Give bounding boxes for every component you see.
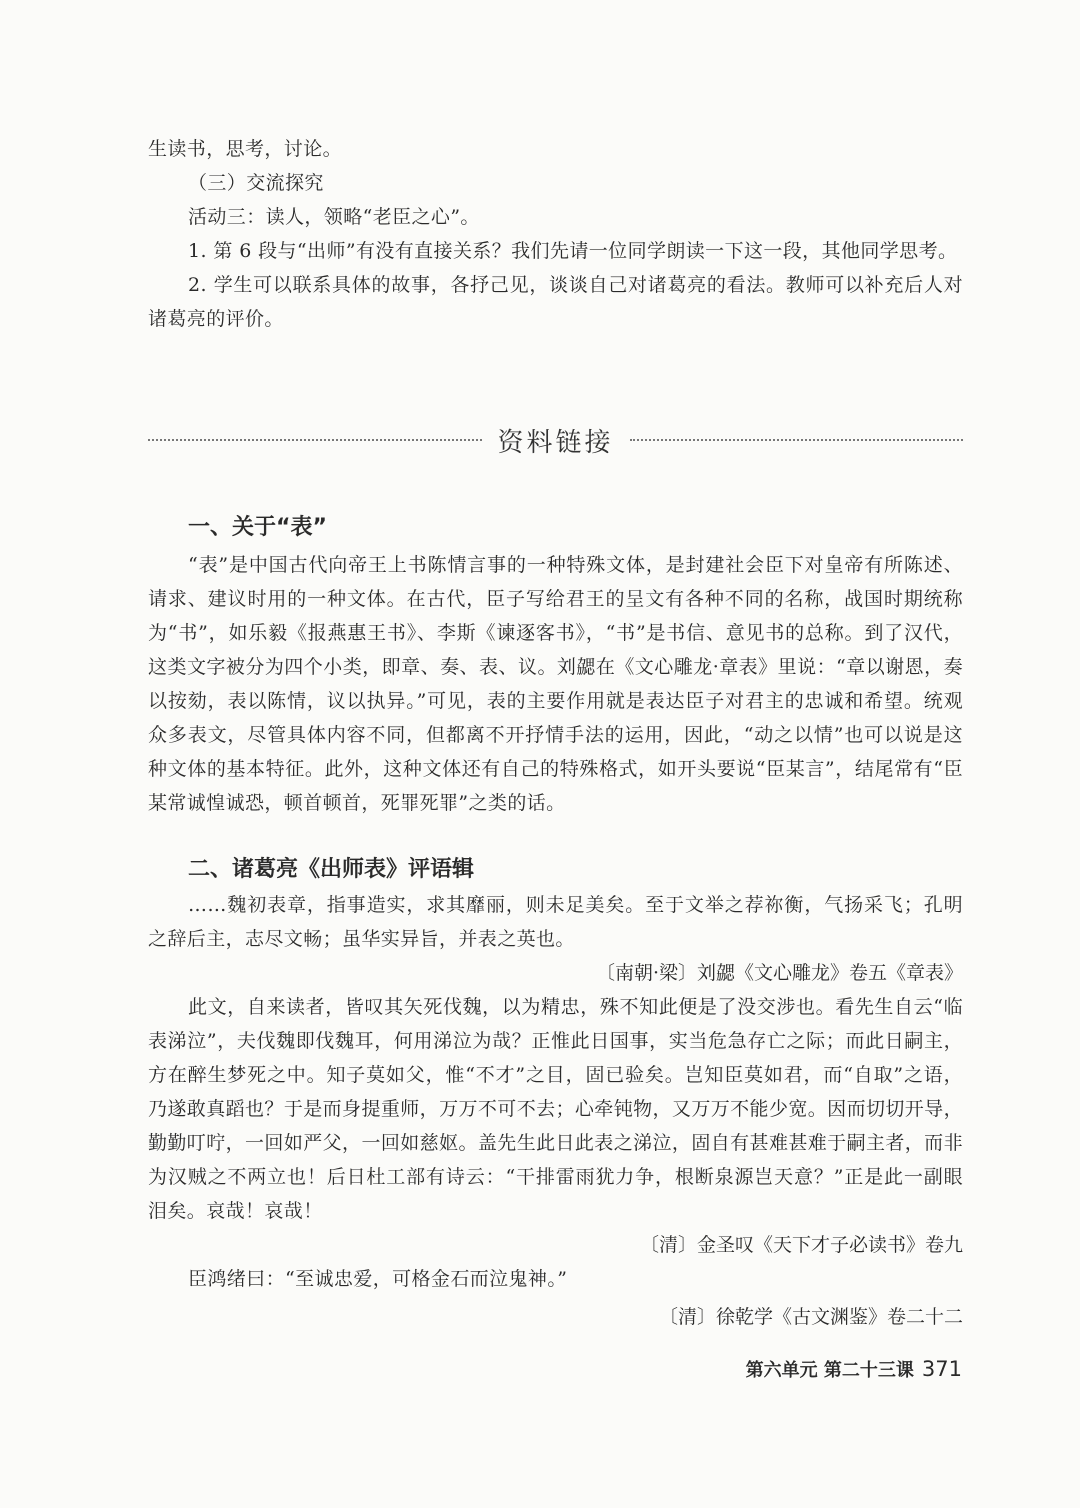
top-section <box>148 132 963 336</box>
quote-jin-shengtan: 此文，自来读者，皆叹其矢死伐魏，以为精忠，殊不知此便是了没交涉也。看先生自云“临表涕泣”，夫伐魏即伐魏耳，何用涕泣为哉？正惟此日国事，实当危急存亡之际；而此日嗣主，方在醉生梦死之中。知子莫如父，惟“不才”之目，固已验矣。岂知臣莫如君，而“自取”之语，乃遂敢真蹈也？于是而身提重师，万万不可不去；心牵钝物，又万万不能少宽。因而切切开导，勤勤叮咛，一回如严父，一回如慈妪。盖先生此日此表之涕泣，固自有甚难甚难于嗣主者，而非为汉贼之不两立也！后日杜工部有诗云：“干排雷雨犹力争，根断泉源岂天意？”正是此一副眼泪矣。哀哉！哀哉！ <box>148 996 963 1222</box>
part-two-heading: 二、诸葛亮《出师表》评语辑 <box>188 857 475 882</box>
footer-unit-label: 第六单元 第二十三课 <box>745 1360 914 1381</box>
divider-line-right <box>630 439 964 441</box>
quote-xu-qianxue: 臣鸿绪曰：“至诚忠爱，可格金石而泣鬼神。” <box>188 1268 568 1290</box>
divider-line-left <box>148 439 482 441</box>
question-item-2: 2. 学生可以联系具体的故事，各抒己见，谈谈自己对诸葛亮的看法。教师可以补充后人对诸葛亮的评价。 <box>148 274 963 330</box>
part-two <box>148 852 963 1334</box>
part-one-body: “表”是中国古代向帝王上书陈情言事的一种特殊文体，是封建社会臣下对皇帝有所陈述、请求、建议时用的一种文体。在古代，臣子写给君王的呈文有各种不同的名称，战国时期统称为“书”，如乐毅《报燕惠王书》、李斯《谏逐客书》，“书”是书信、意见书的总称。到了汉代，这类文字被分为四个小类，即章、奏、表、议。刘勰在《文心雕龙·章表》里说：“章以谢恩，奏以按劾，表以陈情，议以执异。”可见，表的主要作用就是表达臣子对君主的忠诚和希望。统观众多表文，尽管具体内容不同，但都离不开抒情手法的运用，因此，“动之以情”也可以说是这种文体的基本特征。此外，这种文体还有自己的特殊格式，如开头要说“臣某言”，结尾常有“臣某常诚惶诚恐，顿首顿首，死罪死罪”之类的话。 <box>148 554 963 814</box>
part-one <box>148 510 963 820</box>
quote-liu-xie: ……魏初表章，指事造实，求其靡丽，则未足美矣。至于文举之荐祢衡，气扬采飞；孔明之辞后主，志尽文畅；虽华实异旨，并表之英也。 <box>148 894 963 950</box>
question-item-1: 1. 第 6 段与“出师”有没有直接关系？我们先请一位同学朗读一下这一段，其他同学思考。 <box>188 240 958 262</box>
activity-three: 活动三：读人，领略“老臣之心”。 <box>188 206 480 228</box>
page-footer <box>746 1356 962 1382</box>
part-one-heading: 一、关于“表” <box>188 515 327 540</box>
citation-jin-shengtan: 〔清〕金圣叹《天下才子必读书》卷九 <box>639 1234 963 1256</box>
page-number: 371 <box>921 1357 962 1381</box>
continued-line: 生读书，思考，讨论。 <box>148 138 343 160</box>
citation-xu-qianxue: 〔清〕徐乾学《古文渊鉴》卷二十二 <box>658 1306 963 1328</box>
citation-liu-xie: 〔南朝·梁〕刘勰《文心雕龙》卷五《章表》 <box>595 962 963 984</box>
section-divider <box>148 418 963 462</box>
subsection-label: （三）交流探究 <box>188 172 324 194</box>
section-title: 资料链接 <box>497 427 614 458</box>
